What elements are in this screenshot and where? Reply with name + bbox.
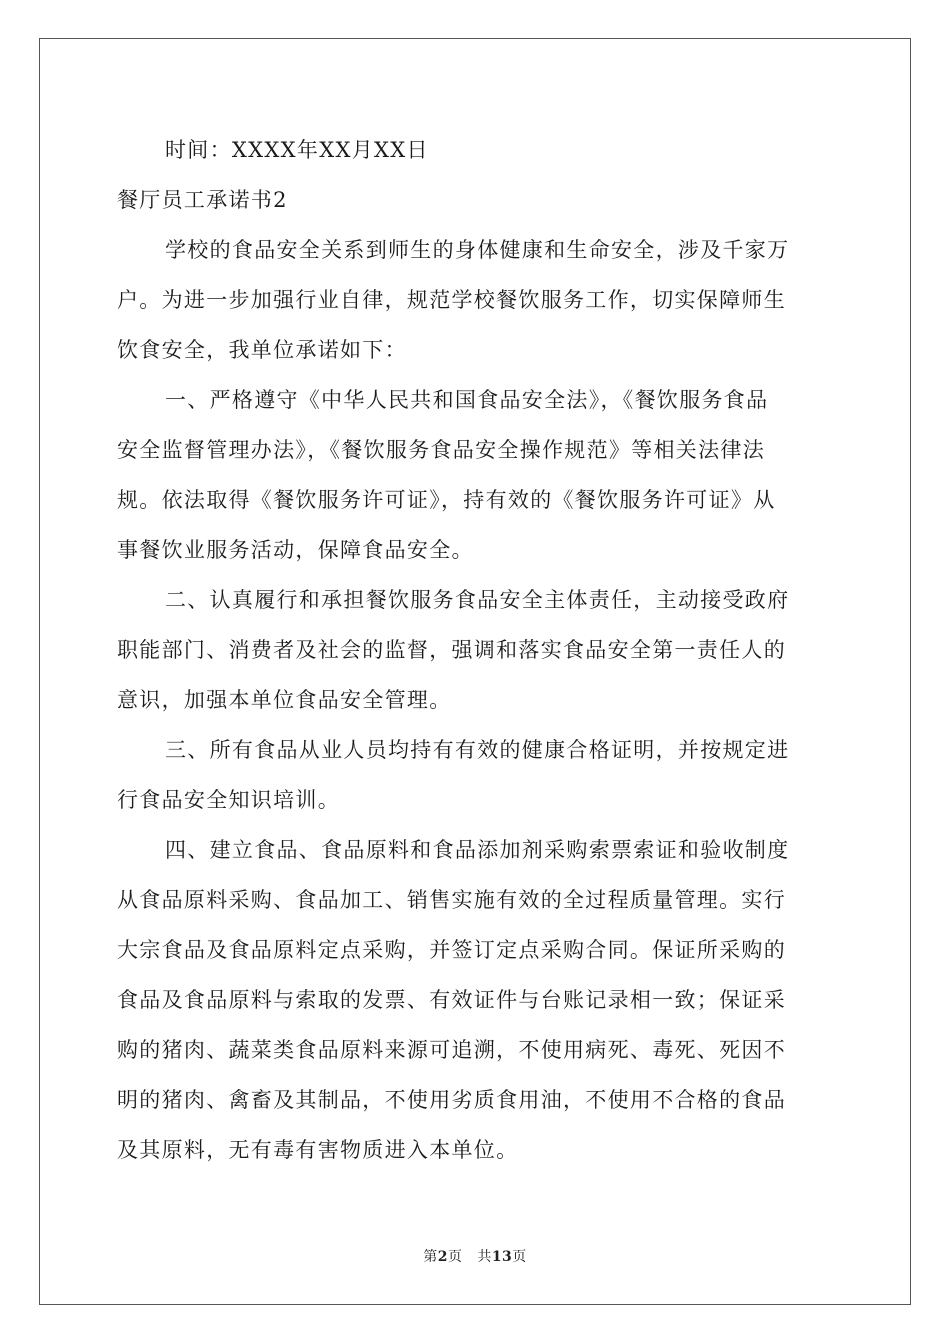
paragraph-line: 意识，加强本单位食品安全管理。 (117, 688, 452, 712)
paragraph-line: 学校的食品安全关系到师生的身体健康和生命安全，涉及千家万 (165, 238, 790, 262)
paragraph-line: 从食品原料采购、食品加工、销售实施有效的全过程质量管理。实行 (117, 888, 786, 912)
paragraph-line: 三、所有食品从业人员均持有有效的健康合格证明，并按规定进 (165, 738, 790, 762)
paragraph-line: 职能部门、消费者及社会的监督，强调和落实食品安全第一责任人的 (117, 638, 786, 662)
paragraph-item-2 (117, 575, 833, 725)
paragraph-line: 四、建立食品、食品原料和食品添加剂采购索票索证和验收制度 (165, 838, 790, 862)
paragraph-line: 购的猪肉、蔬菜类食品原料来源可追溯，不使用病死、毒死、死因不 (117, 1038, 786, 1062)
page-number: 第2页 (423, 1249, 463, 1265)
paragraph-line: 户。为进一步加强行业自律，规范学校餐饮服务工作，切实保障师生 (117, 288, 786, 312)
section-title: 餐厅员工承诺书2 (117, 188, 288, 212)
paragraph-line: 安全监督管理办法》，《餐饮服务食品安全操作规范》等相关法律法 (117, 438, 765, 462)
paragraph-line: 规。依法取得《餐饮服务许可证》，持有效的《餐饮服务许可证》从 (117, 488, 776, 512)
paragraph-item-4 (117, 825, 833, 1175)
paragraph-line: 食品及食品原料与索取的发票、有效证件与台账记录相一致；保证采 (117, 988, 786, 1012)
total-pages: 共13页 (477, 1249, 527, 1265)
paragraph-line: 事餐饮业服务活动，保障食品安全。 (117, 538, 474, 562)
paragraph-line: 明的猪肉、禽畜及其制品，不使用劣质食用油，不使用不合格的食品 (117, 1088, 786, 1112)
paragraph-line: 一、严格遵守《中华人民共和国食品安全法》，《餐饮服务食品 (165, 388, 769, 412)
date-line: 时间：XXXX年XX月XX日 (165, 138, 429, 162)
paragraph-line: 大宗食品及食品原料定点采购，并签订定点采购合同。保证所采购的 (117, 938, 786, 962)
paragraph-intro (117, 225, 833, 375)
paragraph-item-1 (117, 375, 833, 575)
paragraph-item-3 (117, 725, 833, 825)
document-body (117, 125, 833, 1175)
paragraph-line: 饮食安全，我单位承诺如下： (117, 338, 407, 362)
page-footer (0, 1246, 950, 1266)
paragraph-line: 二、认真履行和承担餐饮服务食品安全主体责任，主动接受政府 (165, 588, 790, 612)
paragraph-line: 行食品安全知识培训。 (117, 788, 340, 812)
paragraph-line: 及其原料，无有毒有害物质进入本单位。 (117, 1138, 519, 1162)
